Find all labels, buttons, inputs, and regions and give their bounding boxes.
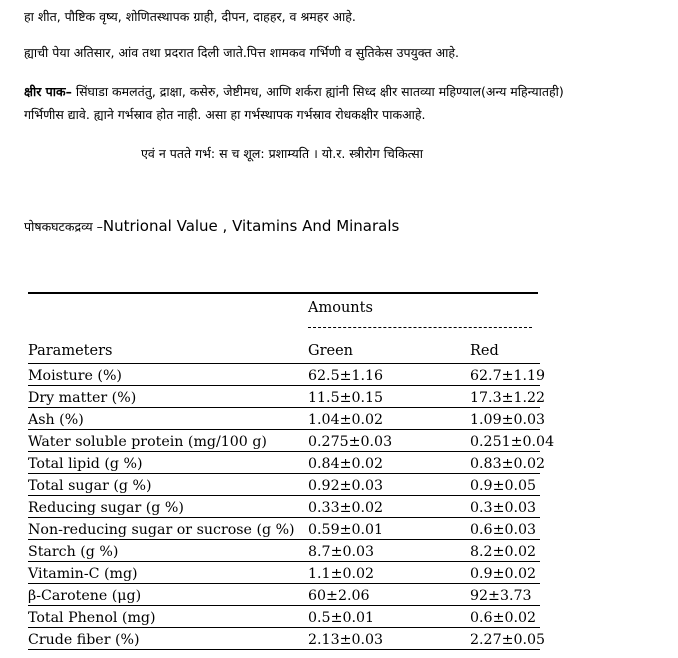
parameter-cell: Ash (%) [28,412,84,428]
row-rule [28,473,540,474]
table-row [28,388,546,410]
parameter-cell: Non-reducing sugar or sucrose (g %) [28,522,295,538]
parameter-cell: Starch (g %) [28,544,119,560]
green-value-cell: 0.84±0.02 [308,456,384,472]
table-row [28,498,540,520]
red-value-cell: 0.251±0.04 [470,434,555,450]
row-rule [28,561,540,562]
paragraph-line-2: ह्याची पेया अतिसार, आंव तथा प्रदरात दिली जाते.पित्त शामकव गर्भिणी व सुतिकेस उपयुक्त आहे. [24,45,459,60]
paragraph-line-4: गर्भिणीस द्यावे. ह्याने गर्भस्राव होत नाही. असा हा गर्भस्थापक गर्भस्राव रोधकक्षीर पाकआहे. [24,107,426,122]
green-value-cell: 0.59±0.01 [308,522,384,538]
row-rule [28,385,540,386]
red-value-cell: 0.83±0.02 [470,456,546,472]
parameter-cell: Total sugar (g %) [28,478,152,494]
parameter-cell: Total lipid (g %) [28,456,143,472]
green-value-cell: 0.275±0.03 [308,434,393,450]
table-row [28,564,540,586]
table-row [28,542,540,564]
red-value-cell: 0.9±0.05 [470,478,537,494]
sanskrit-quote: एवं न पतते गर्भ: स च शूल: प्रशाम्यति । यो.र. स्त्रीरोग चिकित्सा [141,146,423,161]
table-row [28,410,546,432]
green-value-cell: 1.1±0.02 [308,566,375,582]
table-row [28,366,546,388]
section-heading-english: Nutrional Value , Vitamins And Minarals [102,217,400,235]
ksheer-paak-term: क्षीर पाक– [24,84,72,99]
table-group-divider [308,327,532,328]
green-value-cell: 2.13±0.03 [308,632,384,648]
row-rule [28,627,540,628]
red-value-cell: 1.09±0.03 [470,412,546,428]
red-value-cell: 0.3±0.03 [470,500,537,516]
section-heading-marathi: पोषकघटकद्रव्य – [24,219,103,234]
table-top-rule [28,292,538,294]
table-row [28,586,540,608]
column-header-green: Green [308,343,354,359]
paragraph-line-3 [24,84,564,100]
column-header-red: Red [470,343,499,359]
red-value-cell: 92±3.73 [470,588,532,604]
green-value-cell: 60±2.06 [308,588,370,604]
table-group-header: Amounts [308,300,373,316]
green-value-cell: 11.5±0.15 [308,390,384,406]
table-header-rule [28,363,540,364]
green-value-cell: 8.7±0.03 [308,544,375,560]
parameter-cell: β-Carotene (μg) [28,588,142,604]
column-header-parameters: Parameters [28,343,113,359]
row-rule [28,429,540,430]
table-row [28,608,540,630]
red-value-cell: 17.3±1.22 [470,390,546,406]
table-row [28,476,540,498]
row-rule [28,583,540,584]
green-value-cell: 0.33±0.02 [308,500,384,516]
table-row [28,630,546,652]
row-rule [28,539,540,540]
green-value-cell: 62.5±1.16 [308,368,384,384]
table-row [28,432,555,454]
row-rule [28,517,540,518]
parameter-cell: Moisture (%) [28,368,122,384]
row-rule [28,649,540,650]
row-rule [28,495,540,496]
paragraph-line-3-text: सिंघाडा कमलतंतु, द्राक्षा, कसेरु, जेष्टीमध, आणि शर्करा ह्यांनी सिध्द क्षीर सातव्या महिण्याल(अन्य महिन्यातही) [71,84,564,99]
red-value-cell: 0.6±0.02 [470,610,537,626]
parameter-cell: Crude fiber (%) [28,632,140,648]
green-value-cell: 0.5±0.01 [308,610,375,626]
red-value-cell: 0.6±0.03 [470,522,537,538]
parameter-cell: Total Phenol (mg) [28,610,156,626]
section-heading [24,218,399,235]
red-value-cell: 8.2±0.02 [470,544,537,560]
parameter-cell: Vitamin-C (mg) [28,566,138,582]
parameter-cell: Reducing sugar (g %) [28,500,184,516]
paragraph-line-1: हा शीत, पौष्टिक वृष्य, शोणितस्थापक ग्राही, दीपन, दाहहर, व श्रमहर आहे. [24,9,356,24]
row-rule [28,605,540,606]
table-row [28,454,546,476]
red-value-cell: 2.27±0.05 [470,632,546,648]
row-rule [28,451,540,452]
green-value-cell: 1.04±0.02 [308,412,384,428]
parameter-cell: Dry matter (%) [28,390,137,406]
red-value-cell: 0.9±0.02 [470,566,537,582]
row-rule [28,407,540,408]
red-value-cell: 62.7±1.19 [470,368,546,384]
green-value-cell: 0.92±0.03 [308,478,384,494]
parameter-cell: Water soluble protein (mg/100 g) [28,434,267,450]
table-row [28,520,540,542]
